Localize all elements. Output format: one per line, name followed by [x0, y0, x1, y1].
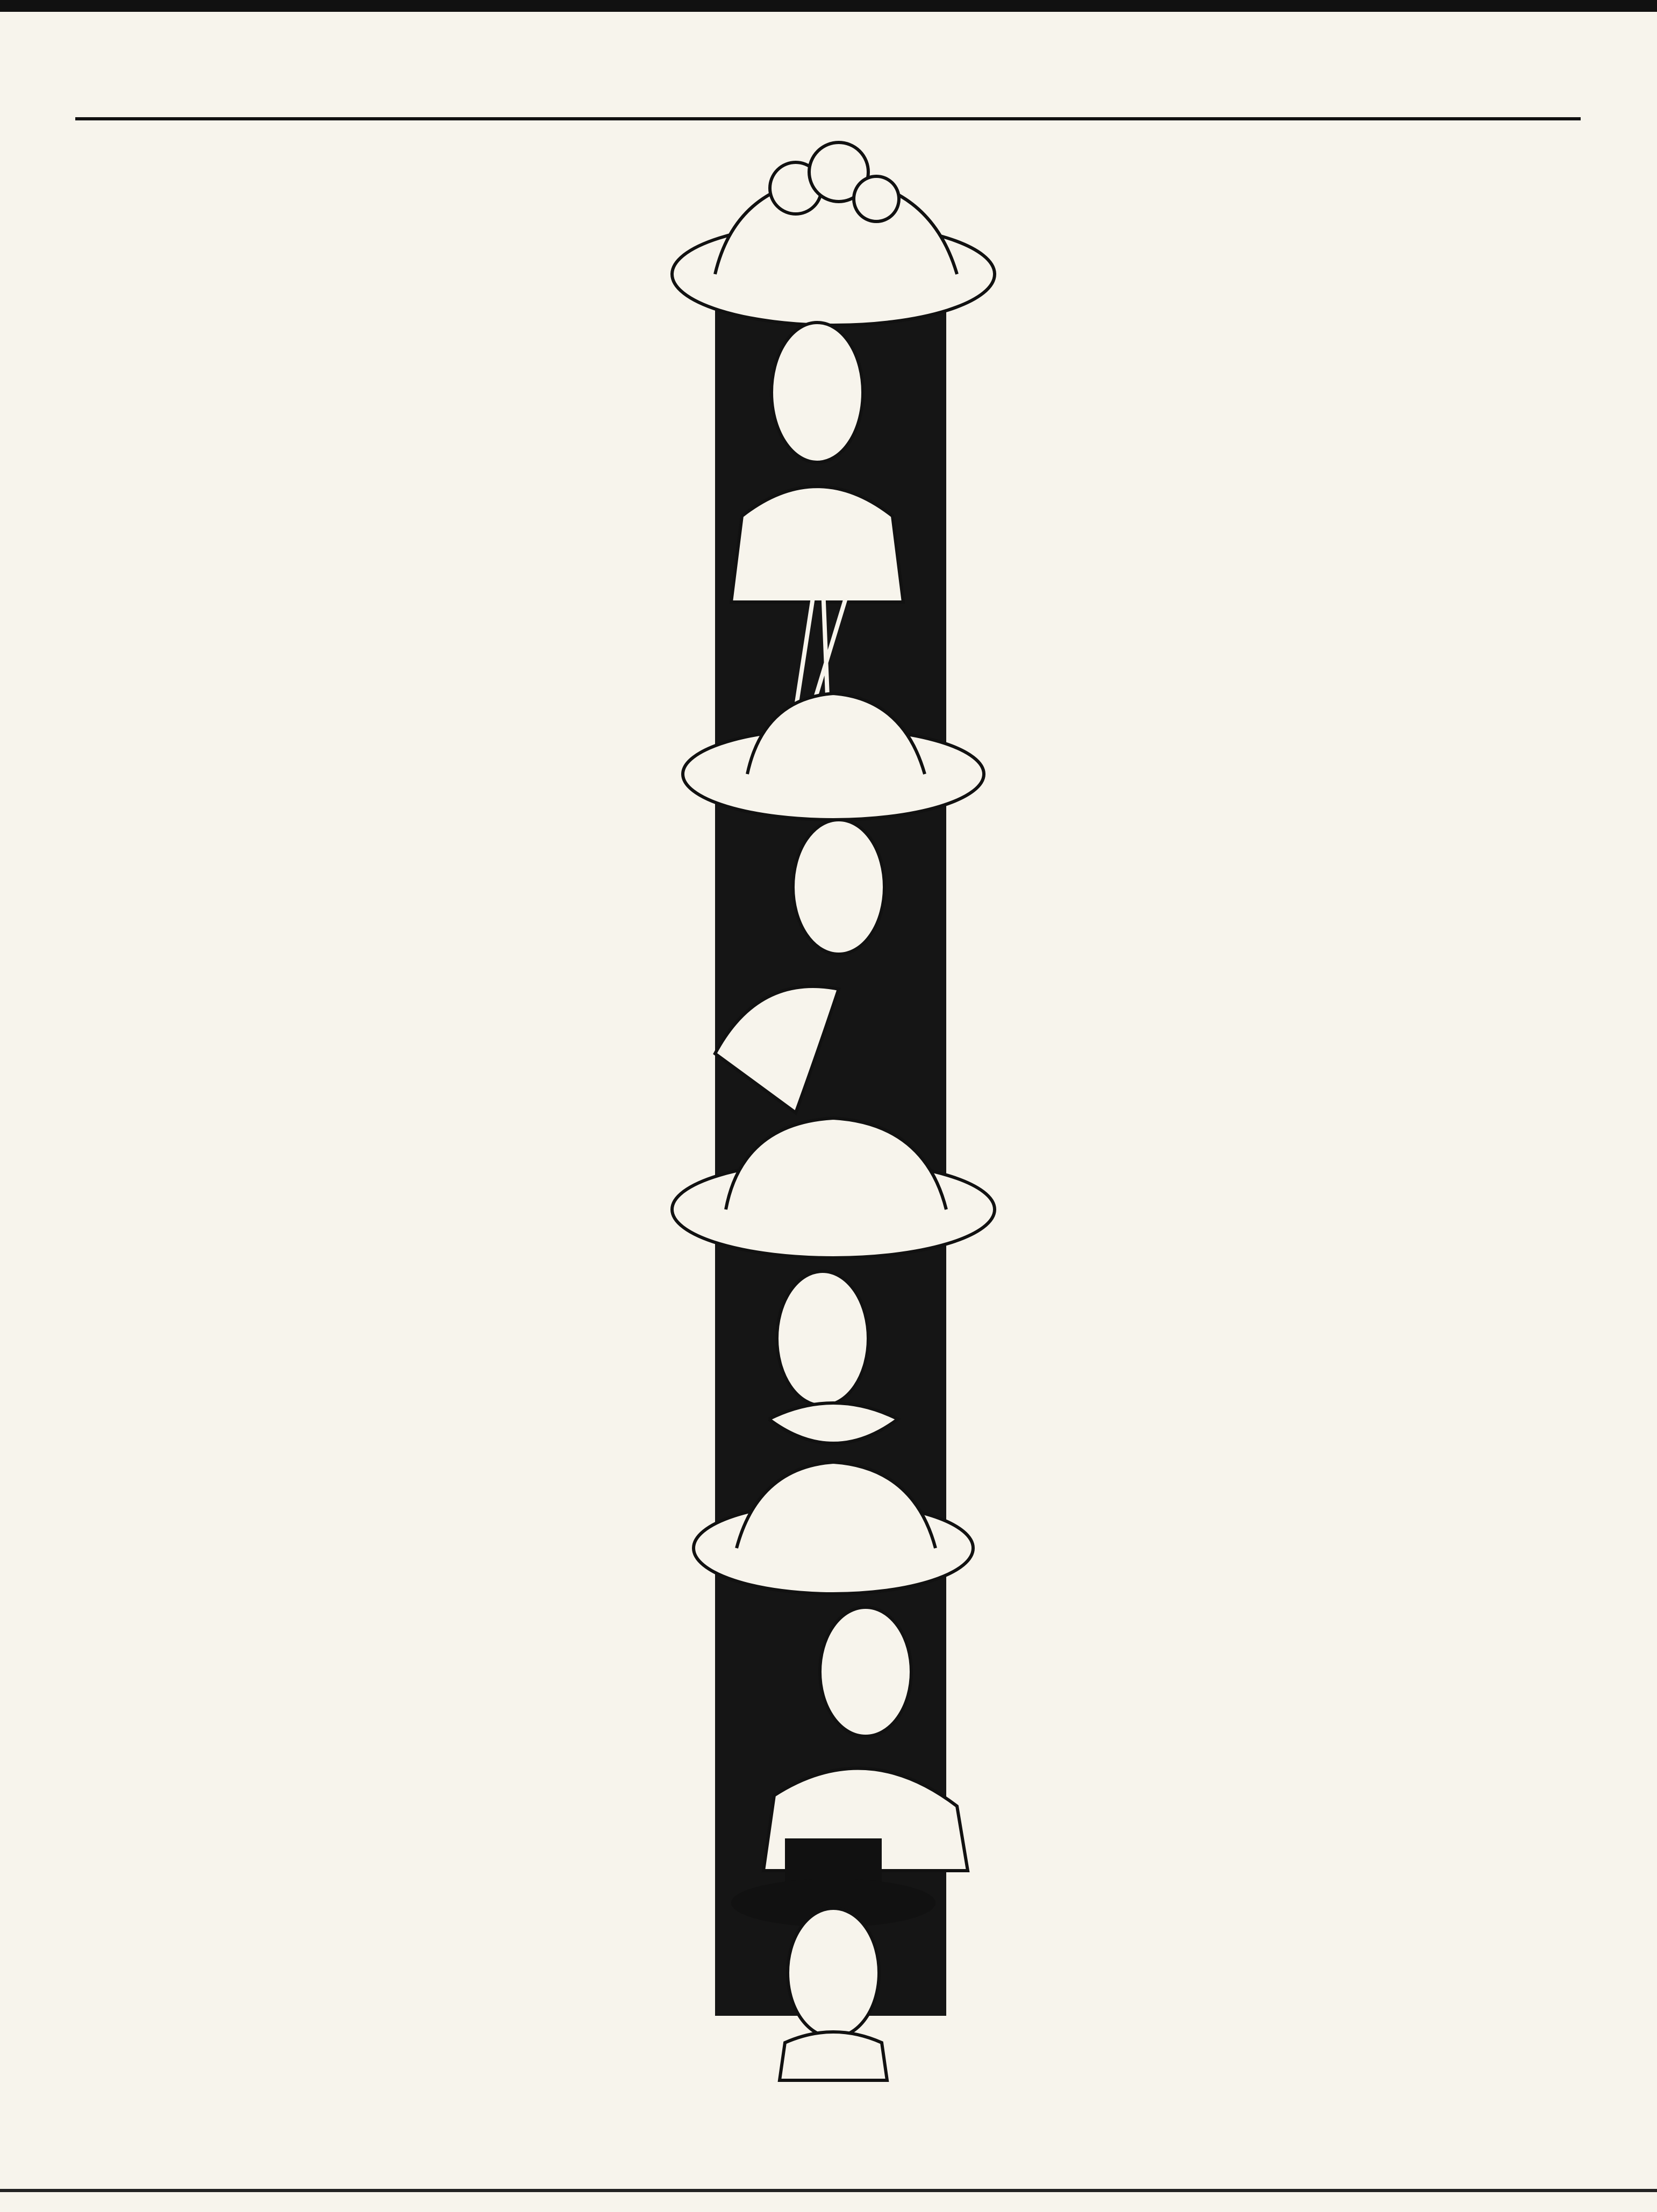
article-column-right — [1075, 137, 1567, 153]
article-column-left — [33, 137, 547, 151]
header-rule — [75, 117, 1581, 120]
hat-fashion-plates-illustration — [634, 140, 1032, 2086]
right-scroll-ornament — [1022, 134, 1097, 2134]
left-scroll-ornament — [559, 134, 634, 2134]
top-border-rule — [0, 0, 1657, 12]
bottom-border-rule — [0, 2189, 1657, 2192]
